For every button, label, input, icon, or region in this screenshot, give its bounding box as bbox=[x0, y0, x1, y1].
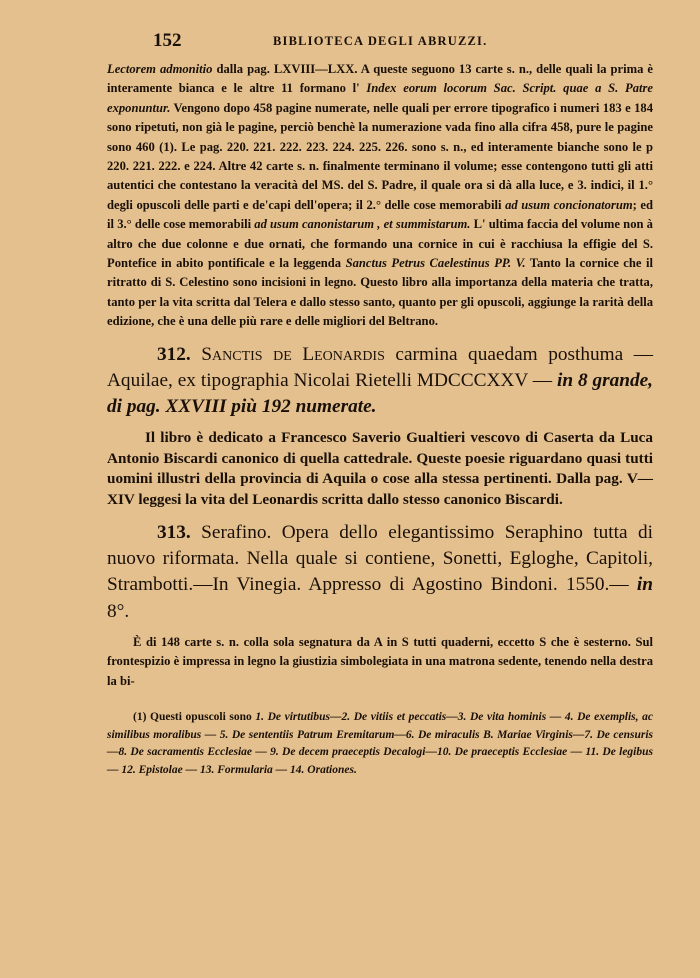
entry-312-note: Il libro è dedicato a Francesco Saverio Gualtieri vescovo di Caserta da Luca Antonio Biscardi canonico di quella cattedrale. Queste poesie riguardano quasi tutti uomini illustri della provincia di Aquila o cose alla stessa pertinenti. Dalla pag. V—XIV leggesi la vita del Leonardis scritta dallo stesso canonico Biscardi. bbox=[107, 429, 653, 508]
entry-author: Sanctis de Leonardis bbox=[201, 343, 385, 365]
footnote-segment: (1) Questi opuscoli sono bbox=[133, 710, 256, 723]
continuation-segment: Lectorem admonitio bbox=[107, 62, 213, 76]
continuation-segment: Vengono dopo 458 pagine numerate, nelle quali per errore tipografico i numeri 183 e 184 sono ripetuti, non già le pagine, perciò benchè la numerazione vada fino alla cifra 458, pure le pagine sono 460 (1). Le pag. 220. 221. 222. 223. 224. 225. 226. sono s. n., ed interamente bianche sono le p 220. 221. 222. e 224. Altre 42 carte s. n. finalmente terminano il volume; esse contengono tutti gli atti autentici che contestano la veracità del MS. del S. Padre, il quale ora si dà alla luce, e 3. indici, il 1.° degli opuscoli delle parti e de'capi dell'opera; il 2.° delle cose memorabili bbox=[107, 100, 653, 212]
continuation-segment: Index eorum locorum Sac. Script. quae a S. Patre exponuntur. bbox=[107, 81, 654, 115]
continuation-segment: Tanto la cornice che il ritratto di S. Celestino sono incisioni in legno. Questo libro alla importanza della materia che tratta, tanto per la vita scritta dal Telera e dallo stesso santo, quanto per gli opuscoli, aggiunge la rarità della edizione, che è una delle più rare e delle migliori del Beltrano. bbox=[107, 256, 653, 329]
continuation-segment: ; ed il 3.° delle cose memorabili bbox=[107, 197, 654, 232]
entry-number: 312. bbox=[157, 343, 191, 365]
page-body bbox=[107, 60, 653, 691]
entry-format: 8°. bbox=[107, 600, 130, 622]
continuation-segment: L' ultima faccia del volume non à altro che due colonne e due ornati, che formando una cornice in cui è racchiusa la effigie del S. Pontefice in abito pontificale e la leggenda bbox=[107, 217, 653, 271]
entry-title: Serafino. Opera dello elegantissimo Seraphino tutta di nuovo riformata. Nella quale si contiene, Sonetti, Egloghe, Capitoli, Strambotti.—In Vinegia. Appresso di Agostino Bindoni. 1550.— bbox=[107, 521, 653, 596]
entry-number: 313. bbox=[157, 521, 191, 543]
continuation-segment: dalla pag. LXVIII—LXX. A queste seguono 13 carte s. n., delle quali la prima è interamente bianca e le altre 11 formano l' bbox=[107, 62, 653, 96]
running-title: BIBLIOTECA DEGLI ABRUZZI. bbox=[273, 34, 488, 48]
entry-312-heading bbox=[107, 342, 653, 421]
entry-format: in 8 grande, di pag. XXVIII più 192 numerate. bbox=[107, 369, 653, 418]
entry-313-heading bbox=[107, 520, 653, 625]
continuation-paragraph bbox=[107, 60, 653, 332]
continuation-segment: Sanctus Petrus Caelestinus PP. V. bbox=[345, 256, 526, 271]
entry-format-italic: in bbox=[636, 574, 653, 596]
continuation-segment: ad usum canonistarum , et summistarum. bbox=[254, 217, 471, 232]
footnote bbox=[107, 709, 653, 779]
entry-title: carmina quaedam posthuma — Aquilae, ex tipographia Nicolai Rietelli MDCCCXXV — bbox=[107, 343, 653, 391]
continuation-segment: ad usum concionatorum bbox=[505, 197, 633, 212]
page-number: 152 bbox=[153, 30, 182, 51]
footnote-segment: 1. De virtutibus—2. De vitiis et peccatis—3. De vita hominis — 4. De exemplis, ac similibus moralibus — 5. De sententiis Patrum Eremitarum—6. De miraculis B. Mariae Virginis—7. De censuris—8. De sacramentis Ecclesiae — 9. De decem praeceptis Decalogi—10. De praeceptis Ecclesiae — 11. De legibus — 12. Epistolae — 13. Formularia — 14. Orationes. bbox=[107, 710, 653, 776]
entry-313-note: È di 148 carte s. n. colla sola segnatura da A in S tutti quaderni, eccetto S che è sesterno. Sul frontespizio è impressa in legno la giustizia simbolegiata in una matrona sedente, tenendo nella destra la bi- bbox=[107, 634, 653, 688]
page-header bbox=[153, 30, 651, 56]
